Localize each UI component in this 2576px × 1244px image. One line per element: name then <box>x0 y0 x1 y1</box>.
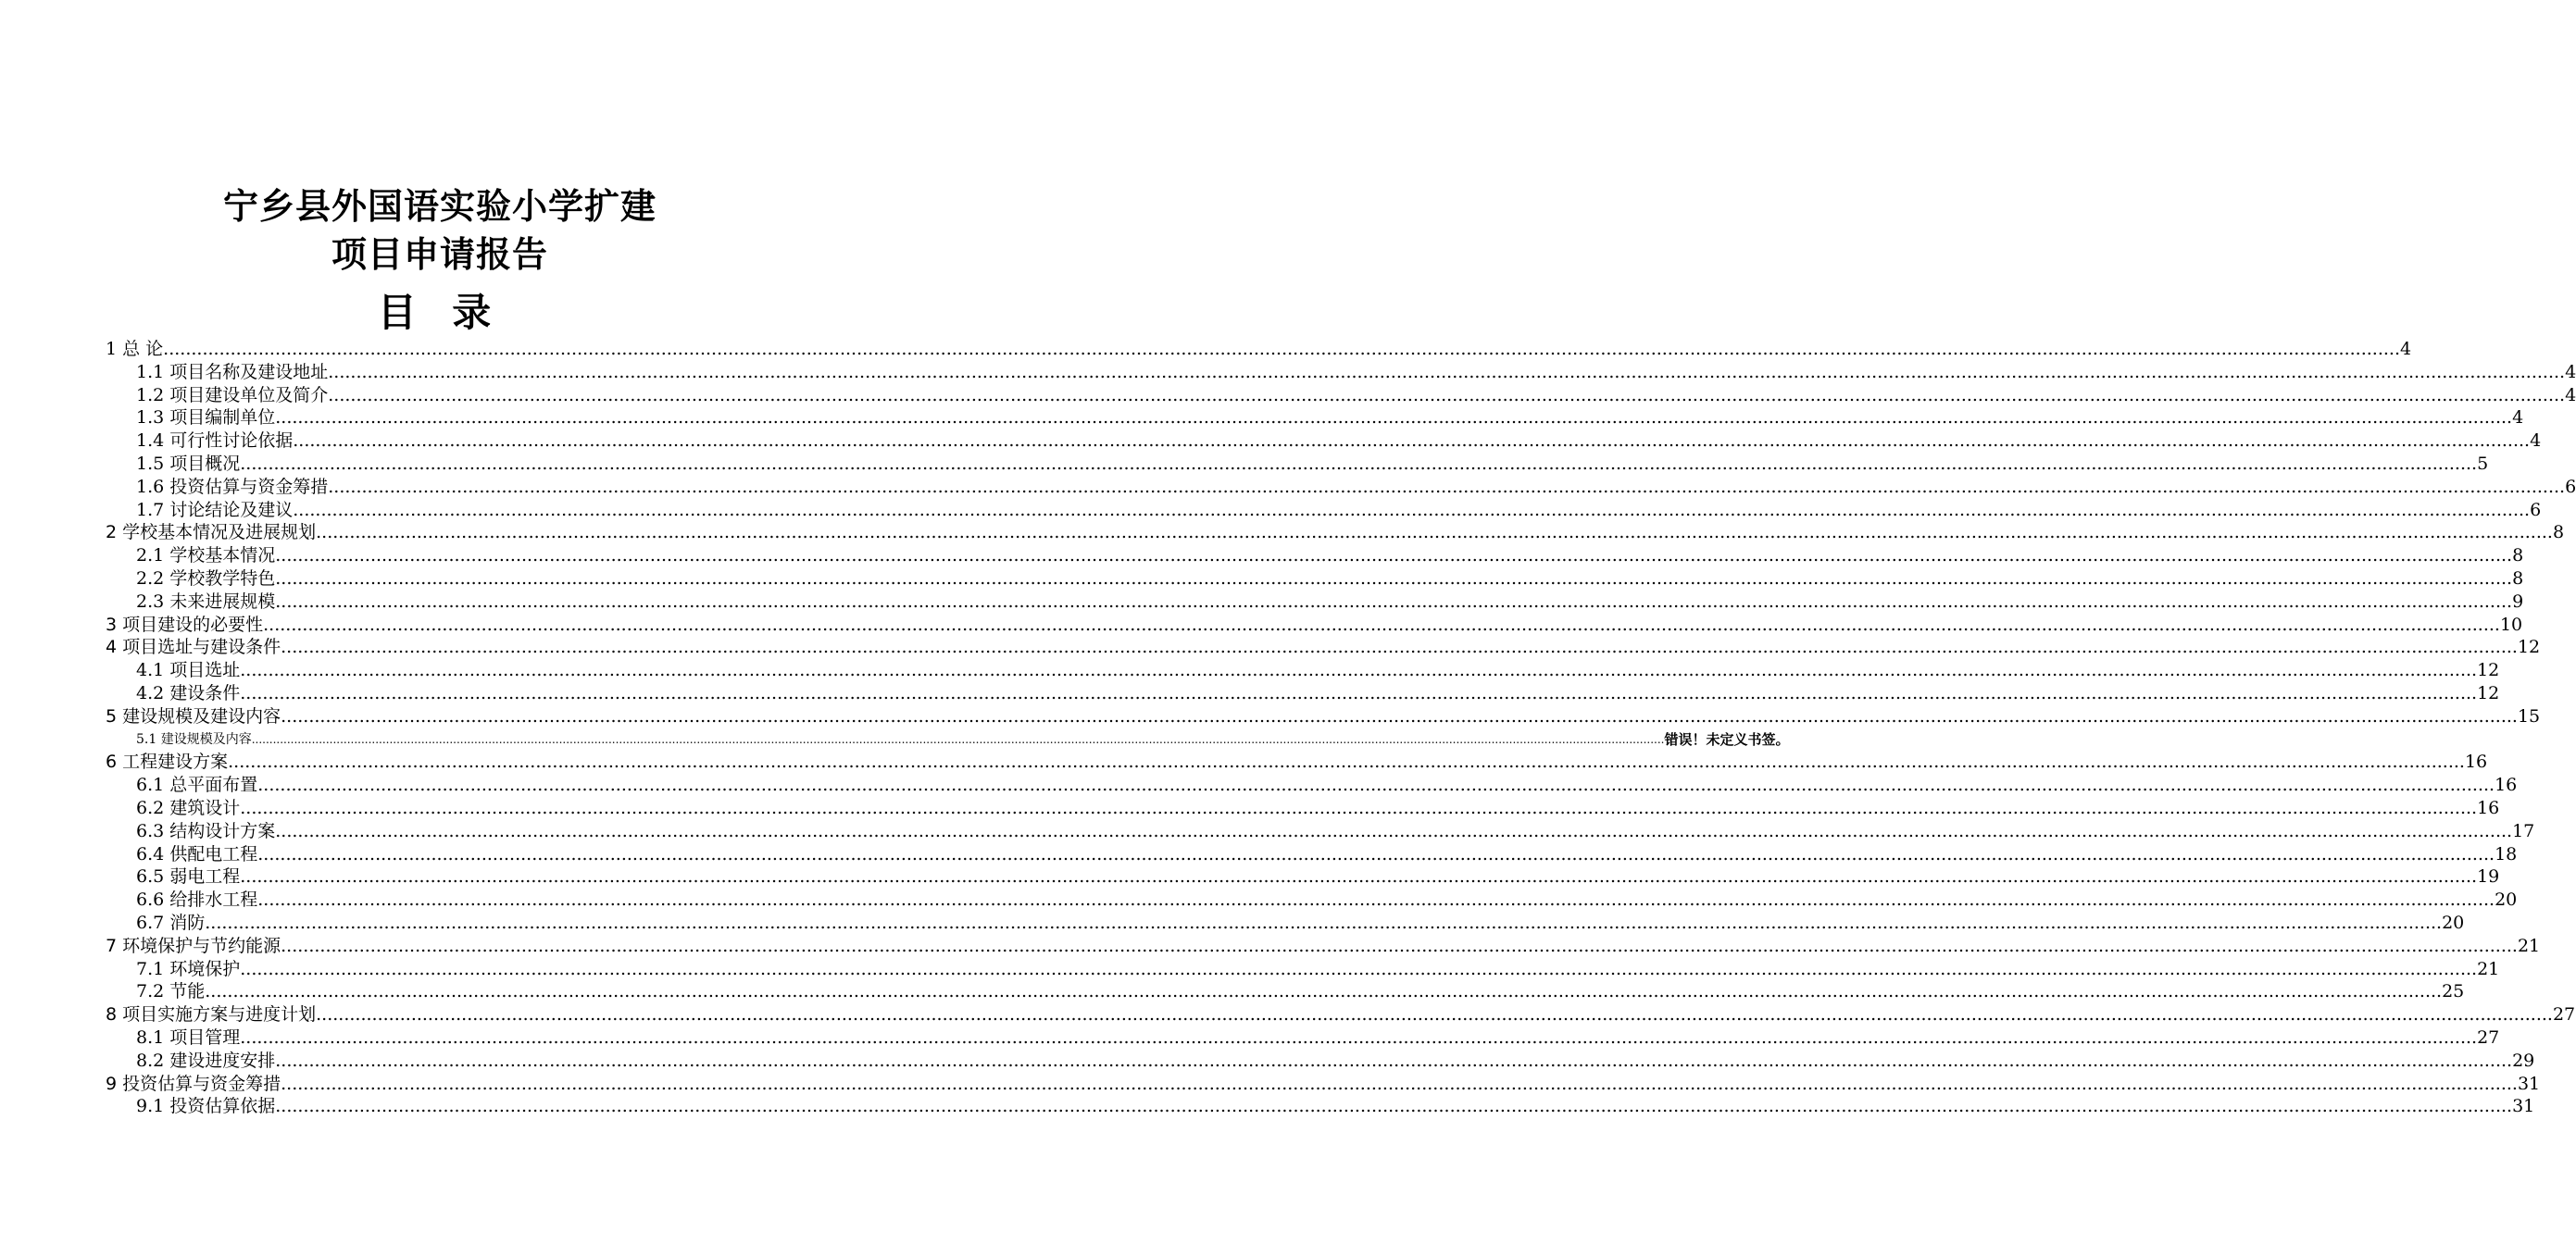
toc-entry[interactable] <box>106 659 2500 682</box>
toc-entry[interactable] <box>106 614 2523 637</box>
toc-leader-dots: ................................................................................................................................................................................................................................................................................................................................................................................................................ <box>316 522 2553 543</box>
toc-entry-label: 6.4 供配电工程 <box>136 843 258 865</box>
toc-entry-label: 4.2 建设条件 <box>136 682 241 703</box>
toc-entry-label: 1.2 项目建设单位及简介 <box>136 384 329 405</box>
toc-entry[interactable] <box>106 567 2524 591</box>
toc-entry-page-number: 4 <box>2512 407 2524 429</box>
toc-leader-dots: ................................................................................................................................................................................................................................................................................................................................................................................................................ <box>275 407 2513 429</box>
toc-entry[interactable] <box>106 406 2524 429</box>
toc-entry[interactable] <box>106 728 1790 752</box>
toc-leader-dots: ................................................................................................................................................................................................................................................................................................................................................................................................................ <box>240 453 2478 474</box>
toc-entry[interactable] <box>106 958 2500 981</box>
toc-entry-label: 4.1 项目选址 <box>136 660 241 681</box>
toc-entry-page-number: 4 <box>2400 339 2412 359</box>
toc-entry[interactable] <box>106 476 2576 499</box>
toc-leader-dots: ................................................................................................................................................................................................................................................................................................................................................................................................................ <box>240 797 2478 818</box>
toc-leader-dots: ................................................................................................................................................................................................................................................................................................................................................................................................................ <box>251 732 1665 746</box>
toc-entry-label: 7.1 环境保护 <box>136 958 241 979</box>
toc-entry-label: 1.1 项目名称及建设地址 <box>136 361 329 382</box>
toc-leader-dots: ................................................................................................................................................................................................................................................................................................................................................................................................................ <box>281 705 2518 727</box>
toc-leader-dots: ................................................................................................................................................................................................................................................................................................................................................................................................................ <box>275 1050 2513 1071</box>
toc-entry-label: 2.2 学校教学特色 <box>136 567 276 589</box>
toc-entry[interactable] <box>106 865 2500 889</box>
toc-entry[interactable] <box>106 1026 2500 1050</box>
toc-entry[interactable] <box>106 843 2518 866</box>
toc-leader-dots: ................................................................................................................................................................................................................................................................................................................................................................................................................ <box>293 430 2531 452</box>
toc-leader-dots: ................................................................................................................................................................................................................................................................................................................................................................................................................ <box>293 499 2531 520</box>
toc-leader-dots: ................................................................................................................................................................................................................................................................................................................................................................................................................ <box>275 1096 2513 1117</box>
toc-leader-dots: ................................................................................................................................................................................................................................................................................................................................................................................................................ <box>275 591 2513 612</box>
toc-entry[interactable] <box>106 521 2565 544</box>
toc-entry-label: 1.3 项目编制单位 <box>136 407 276 429</box>
toc-entry-page-number: 25 <box>2442 981 2465 1002</box>
table-of-contents <box>106 338 2576 1118</box>
toc-entry[interactable] <box>106 682 2500 705</box>
toc-entry-page-number: 16 <box>2477 797 2500 818</box>
toc-entry[interactable] <box>106 499 2542 522</box>
toc-leader-dots: ................................................................................................................................................................................................................................................................................................................................................................................................................ <box>240 1026 2478 1048</box>
toc-leader-dots: ................................................................................................................................................................................................................................................................................................................................................................................................................ <box>205 912 2443 933</box>
toc-entry-label: 2 学校基本情况及进展规划 <box>106 522 317 543</box>
toc-entry[interactable] <box>106 429 2542 453</box>
toc-entry-label: 1 总 论 <box>106 339 164 359</box>
toc-entry-label: 6.3 结构设计方案 <box>136 820 276 841</box>
toc-leader-dots: ................................................................................................................................................................................................................................................................................................................................................................................................................ <box>281 1073 2518 1094</box>
toc-entry-page-number: 16 <box>2464 752 2488 773</box>
toc-entry-page-number: 27 <box>2477 1026 2500 1048</box>
toc-entry-page-number: 20 <box>2442 912 2465 933</box>
toc-entry-label: 2.3 未来进展规模 <box>136 591 276 612</box>
toc-entry-label: 1.7 讨论结论及建议 <box>136 499 294 520</box>
toc-entry-page-number: 4 <box>2530 430 2542 452</box>
toc-leader-dots: ................................................................................................................................................................................................................................................................................................................................................................................................................ <box>275 545 2513 566</box>
toc-entry-label: 1.4 可行性讨论依据 <box>136 430 294 452</box>
toc-entry[interactable] <box>106 544 2524 567</box>
toc-entry[interactable] <box>106 820 2535 843</box>
toc-entry-page-number: 6 <box>2530 499 2542 520</box>
toc-entry-page-number: 29 <box>2512 1050 2535 1071</box>
toc-entry[interactable] <box>106 591 2524 614</box>
toc-leader-dots: ................................................................................................................................................................................................................................................................................................................................................................................................................ <box>205 981 2443 1002</box>
toc-entry-label: 9 投资估算与资金筹措 <box>106 1073 281 1094</box>
toc-entry[interactable] <box>106 797 2500 820</box>
toc-entry-label: 6.5 弱电工程 <box>136 866 241 888</box>
toc-entry-label: 1.5 项目概况 <box>136 453 241 474</box>
toc-entry[interactable] <box>106 1095 2535 1118</box>
toc-entry-label: 8 项目实施方案与进度计划 <box>106 1004 317 1026</box>
toc-entry-page-number: 12 <box>2517 637 2541 658</box>
toc-entry-label: 3 项目建设的必要性 <box>106 614 264 635</box>
toc-entry-page-number: 12 <box>2477 682 2500 703</box>
toc-entry-page-number: 18 <box>2495 843 2518 865</box>
toc-entry-page-number: 27 <box>2552 1004 2576 1026</box>
toc-entry-page-number: 9 <box>2512 591 2524 612</box>
toc-entry[interactable] <box>106 636 2541 659</box>
toc-leader-dots: ................................................................................................................................................................................................................................................................................................................................................................................................................ <box>257 843 2495 865</box>
toc-entry[interactable] <box>106 774 2518 797</box>
toc-entry[interactable] <box>106 1050 2535 1073</box>
toc-entry-label: 6.7 消防 <box>136 912 206 933</box>
toc-entry-page-number: 16 <box>2495 775 2518 796</box>
toc-leader-dots: ................................................................................................................................................................................................................................................................................................................................................................................................................ <box>228 752 2465 773</box>
toc-leader-dots: ................................................................................................................................................................................................................................................................................................................................................................................................................ <box>328 384 2566 405</box>
toc-leader-dots: ................................................................................................................................................................................................................................................................................................................................................................................................................ <box>328 361 2566 382</box>
toc-leader-dots: ................................................................................................................................................................................................................................................................................................................................................................................................................ <box>263 614 2500 635</box>
toc-entry[interactable] <box>106 705 2541 728</box>
toc-leader-dots: ................................................................................................................................................................................................................................................................................................................................................................................................................ <box>240 682 2478 703</box>
toc-entry-label: 7.2 节能 <box>136 981 206 1002</box>
toc-entry-page-number: 19 <box>2477 866 2500 888</box>
toc-entry-page-number: 31 <box>2512 1096 2535 1117</box>
toc-entry-page-number: 10 <box>2499 614 2523 635</box>
toc-entry-label: 6.6 给排水工程 <box>136 889 258 911</box>
toc-entry[interactable] <box>106 1003 2576 1026</box>
toc-heading: 目 录 <box>377 290 503 335</box>
toc-entry-label: 6.2 建筑设计 <box>136 797 241 818</box>
toc-entry[interactable] <box>106 338 2412 361</box>
toc-entry-page-number: 31 <box>2517 1073 2541 1094</box>
toc-entry-label: 1.6 投资估算与资金筹措 <box>136 476 329 497</box>
toc-entry-label: 8.1 项目管理 <box>136 1026 241 1048</box>
toc-entry-page-number: 8 <box>2512 545 2524 566</box>
toc-leader-dots: ................................................................................................................................................................................................................................................................................................................................................................................................................ <box>240 866 2478 888</box>
toc-entry[interactable] <box>106 980 2465 1003</box>
toc-entry-label: 6.1 总平面布置 <box>136 775 258 796</box>
toc-entry-page-number: 8 <box>2512 567 2524 589</box>
toc-entry-page-number: 15 <box>2517 705 2541 727</box>
toc-leader-dots: ................................................................................................................................................................................................................................................................................................................................................................................................................ <box>281 935 2518 956</box>
toc-leader-dots: ................................................................................................................................................................................................................................................................................................................................................................................................................ <box>328 476 2566 497</box>
toc-leader-dots: ................................................................................................................................................................................................................................................................................................................................................................................................................ <box>316 1004 2553 1026</box>
toc-entry-page-number: 21 <box>2517 935 2541 956</box>
toc-leader-dots: ................................................................................................................................................................................................................................................................................................................................................................................................................ <box>240 660 2478 681</box>
toc-leader-dots: ................................................................................................................................................................................................................................................................................................................................................................................................................ <box>240 958 2478 979</box>
toc-entry-page-number: 4 <box>2565 384 2576 405</box>
document-title-line2: 项目申请报告 <box>331 233 548 275</box>
toc-entry-label: 5 建设规模及建设内容 <box>106 705 281 727</box>
toc-entry[interactable] <box>106 912 2465 935</box>
toc-entry-page-number: 21 <box>2477 958 2500 979</box>
toc-entry[interactable] <box>106 361 2576 384</box>
toc-entry-page-number: 17 <box>2512 820 2535 841</box>
toc-entry-label: 4 项目选址与建设条件 <box>106 637 281 658</box>
toc-entry[interactable] <box>106 889 2518 912</box>
toc-entry-label: 9.1 投资估算依据 <box>136 1096 276 1117</box>
toc-leader-dots: ................................................................................................................................................................................................................................................................................................................................................................................................................ <box>257 775 2495 796</box>
toc-entry-page-number: 6 <box>2565 476 2576 497</box>
toc-entry-label: 6 工程建设方案 <box>106 752 229 773</box>
toc-entry[interactable] <box>106 751 2488 774</box>
toc-leader-dots: ................................................................................................................................................................................................................................................................................................................................................................................................................ <box>281 637 2518 658</box>
toc-entry[interactable] <box>106 384 2576 407</box>
toc-entry[interactable] <box>106 1073 2541 1096</box>
toc-leader-dots: ................................................................................................................................................................................................................................................................................................................................................................................................................ <box>257 889 2495 911</box>
toc-entry-label: 2.1 学校基本情况 <box>136 545 276 566</box>
toc-entry[interactable] <box>106 935 2541 958</box>
document-title-line1: 宁乡县外国语实验小学扩建 <box>222 185 657 227</box>
toc-entry-label: 8.2 建设进度安排 <box>136 1050 276 1071</box>
toc-leader-dots: ................................................................................................................................................................................................................................................................................................................................................................................................................ <box>163 339 2400 359</box>
toc-entry-page-number: 5 <box>2477 453 2489 474</box>
toc-leader-dots: ................................................................................................................................................................................................................................................................................................................................................................................................................ <box>275 567 2513 589</box>
toc-entry[interactable] <box>106 453 2489 476</box>
toc-leader-dots: ................................................................................................................................................................................................................................................................................................................................................................................................................ <box>275 820 2513 841</box>
toc-entry-page-number: 12 <box>2477 660 2500 681</box>
toc-entry-label: 7 环境保护与节约能源 <box>106 935 281 956</box>
toc-entry-page-number: 8 <box>2552 522 2565 543</box>
toc-entry-page-number: 20 <box>2495 889 2518 911</box>
toc-entry-page-number: 错误！未定义书签。 <box>1664 730 1790 748</box>
toc-entry-page-number: 4 <box>2565 361 2576 382</box>
toc-entry-label: 5.1 建设规模及内容 <box>136 731 252 747</box>
